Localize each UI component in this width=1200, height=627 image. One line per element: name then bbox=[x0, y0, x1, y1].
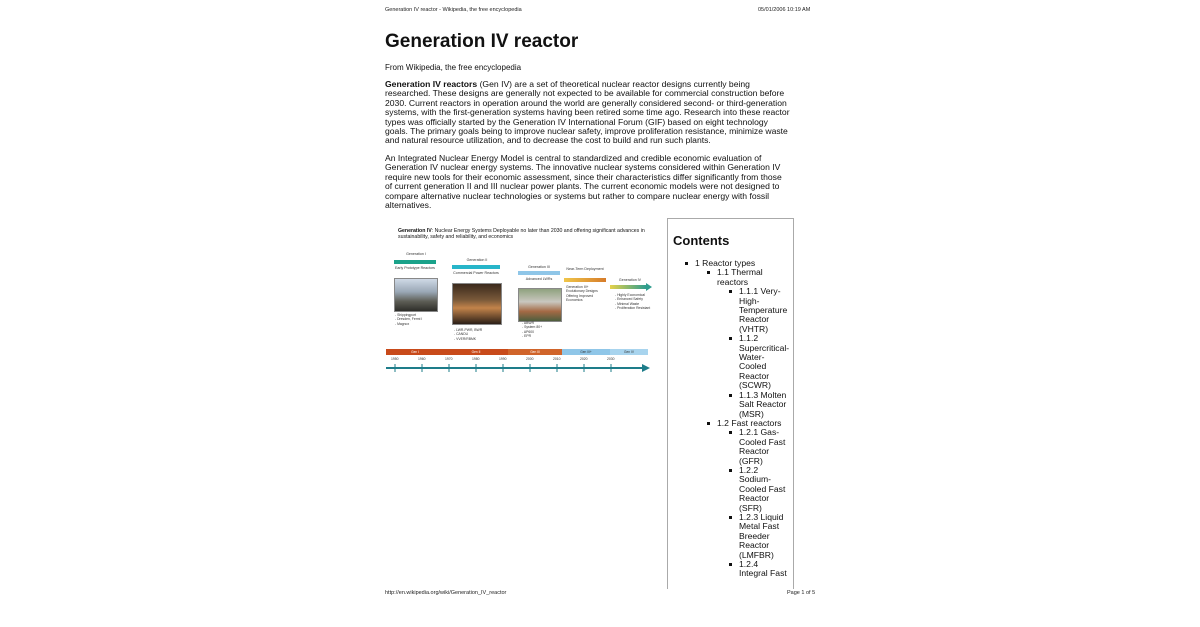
era-gen4: Gen IV bbox=[610, 349, 648, 355]
timeline-arrow bbox=[384, 363, 654, 373]
era-gen3plus: Gen III+ bbox=[562, 349, 610, 355]
era-gen3: Gen III bbox=[508, 349, 562, 355]
gen2-bullet: - CANDU bbox=[454, 332, 469, 337]
economics-paragraph: An Integrated Nuclear Energy Model is central to standardized and credible economic evaluation of Generation IV nuclear energy systems. The innovative nuclear systems considered within Generation IV require new tools for their economic assessment, since their characteristics differ significantly from those of current generation II and III nuclear power plants. The current economic models were not designed to compare alternative nuclear technologies or systems but rather to compare nuclear energy with fossil alternatives. bbox=[385, 153, 782, 211]
era-gen2: Gen II bbox=[444, 349, 508, 355]
gen3-photo bbox=[518, 288, 562, 322]
toc-list bbox=[695, 258, 790, 579]
gen2-bullet: - LWR-PWR, BWR bbox=[454, 328, 483, 332]
toc-link[interactable]: 1.1 Thermal reactors bbox=[717, 267, 763, 287]
gen3-bullet: - EPR bbox=[522, 333, 532, 338]
toc-item-sfr[interactable] bbox=[739, 466, 787, 513]
gen4-bullet: - Highly Economical bbox=[615, 293, 645, 297]
gen1-bullet: - Magnox bbox=[395, 321, 410, 326]
toc-item-reactor-types[interactable] bbox=[695, 258, 790, 579]
gen4-label: Generation IV bbox=[618, 278, 642, 282]
toc-link[interactable]: 1.1.1 Very-High-Temperature Reactor (VHTR) bbox=[739, 286, 788, 334]
toc-item-integral-fast[interactable] bbox=[739, 560, 787, 579]
gen3-label: Generation III bbox=[528, 265, 550, 269]
gen4-bullets bbox=[615, 293, 651, 310]
gen3-bullet: - AP600 bbox=[522, 329, 535, 334]
toc-link[interactable]: 1.2.4 Integral Fast bbox=[739, 559, 787, 579]
gen1-label: Generation I bbox=[406, 252, 426, 256]
year-tick: 2030 bbox=[607, 357, 615, 361]
toc-link[interactable]: 1.1.2 Supercritical-Water-Cooled Reactor (SCWR) bbox=[739, 333, 790, 391]
toc-item-fast[interactable] bbox=[717, 419, 787, 579]
toc-link[interactable]: 1.2.2 Sodium-Cooled Fast Reactor (SFR) bbox=[739, 464, 786, 513]
gen1-bullets bbox=[395, 313, 422, 326]
gen1-bullet: - Shippingport bbox=[395, 313, 417, 317]
gen3-desc: Advanced LWRs bbox=[525, 277, 553, 281]
figure-caption bbox=[398, 228, 648, 241]
figure-caption-text: : Nuclear Energy Systems Deployable no later than 2030 and offering significant advances in sustainability, safety and reliability, and economics bbox=[398, 228, 645, 241]
toc-title: Contents bbox=[673, 233, 730, 248]
year-tick: 1980 bbox=[472, 357, 480, 361]
year-tick: 2020 bbox=[580, 357, 588, 361]
print-header-timestamp: 05/01/2006 10:19 AM bbox=[758, 7, 811, 13]
era-gen1: Gen I bbox=[386, 349, 444, 355]
gen1-photo bbox=[394, 278, 438, 312]
toc-item-thermal[interactable] bbox=[717, 267, 790, 419]
figure-caption-bold: Generation IV bbox=[398, 228, 432, 234]
toc-item-lmfbr[interactable] bbox=[739, 513, 787, 560]
print-header-title: Generation IV reactor - Wikipedia, the free encyclopedia bbox=[385, 7, 522, 13]
gen4-arrow-head bbox=[646, 283, 652, 291]
toc-link[interactable]: 1.1.3 Molten Salt Reactor (MSR) bbox=[739, 389, 787, 419]
toc-link[interactable]: 1 Reactor types bbox=[695, 258, 756, 268]
gen3plus-bar bbox=[564, 278, 606, 282]
gen4-bullet: - Enhanced Safety bbox=[615, 297, 643, 302]
year-tick: 1950 bbox=[391, 357, 399, 361]
toc-link[interactable]: 1.2.1 Gas-Cooled Fast Reactor (GFR) bbox=[739, 427, 786, 466]
gen3-bar bbox=[518, 271, 560, 275]
toc-link[interactable]: 1.2.3 Liquid Metal Fast Breeder Reactor (LMFBR) bbox=[739, 511, 784, 560]
year-tick: 1990 bbox=[499, 357, 507, 361]
table-of-contents bbox=[667, 218, 794, 589]
year-tick: 2010 bbox=[553, 357, 561, 361]
gen2-desc: Commercial Power Reactors bbox=[453, 271, 499, 275]
toc-link[interactable]: 1.2 Fast reactors bbox=[717, 417, 782, 428]
toc-item-msr[interactable] bbox=[739, 391, 787, 419]
gen4-bullet: - Minimal Waste bbox=[615, 301, 640, 306]
gen1-desc: Early Prototype Reactors bbox=[395, 266, 435, 270]
page-subtitle: From Wikipedia, the free encyclopedia bbox=[385, 63, 522, 72]
intro-bold-term: Generation IV reactors bbox=[385, 79, 478, 89]
year-tick: 1970 bbox=[445, 357, 453, 361]
page-title: Generation IV reactor bbox=[385, 31, 579, 52]
gen2-bullet: - VVER/RBMK bbox=[454, 336, 477, 341]
toc-item-vhtr[interactable] bbox=[739, 287, 787, 334]
gen3-bullet: - ABWR bbox=[522, 321, 535, 325]
gen2-photo bbox=[452, 283, 502, 325]
gen2-bar bbox=[452, 265, 500, 269]
gen2-bullets bbox=[454, 328, 482, 341]
toc-item-scwr[interactable] bbox=[739, 333, 790, 391]
gen3-bullet: - System 80+ bbox=[522, 325, 543, 330]
gen3-bullets bbox=[522, 321, 542, 338]
gen3plus-label: Near-Term Deployment bbox=[566, 267, 604, 271]
intro-text: (Gen IV) are a set of theoretical nuclear reactor designs currently being researched. These designs are generally not expected to be available for commercial construction before 2030. Current reactors in operation around the world are generally considered second- or third-generation systems, with the first-generation systems having been retired some time ago. Research into these reactor types was officially started by the Generation IV International Forum (GIF) based on eight technology goals. The primary goals being to improve nuclear safety, improve proliferation resistance, minimize waste and natural resource utilization, and to decrease the cost to build and run such plants. bbox=[385, 79, 790, 146]
year-tick: 1960 bbox=[418, 357, 426, 361]
gen4-bullet: - Proliferation Resistant bbox=[615, 305, 651, 310]
gen1-bar bbox=[394, 260, 436, 264]
year-tick: 2000 bbox=[526, 357, 534, 361]
gen1-bullet: - Dresden, Fermi I bbox=[395, 317, 423, 322]
gen4-bar bbox=[610, 285, 646, 289]
intro-paragraph bbox=[385, 80, 791, 146]
gen3plus-desc: Generation III+ Evolutionary Designs Offering Improved Economics bbox=[566, 285, 598, 302]
toc-item-gfr[interactable] bbox=[739, 428, 787, 466]
generation-timeline-figure[interactable] bbox=[384, 225, 654, 375]
print-footer-url: http://en.wikipedia.org/wiki/Generation_IV_reactor bbox=[385, 590, 507, 596]
gen2-label: Generation II bbox=[466, 258, 488, 262]
print-footer-page: Page 1 of 5 bbox=[787, 590, 816, 596]
